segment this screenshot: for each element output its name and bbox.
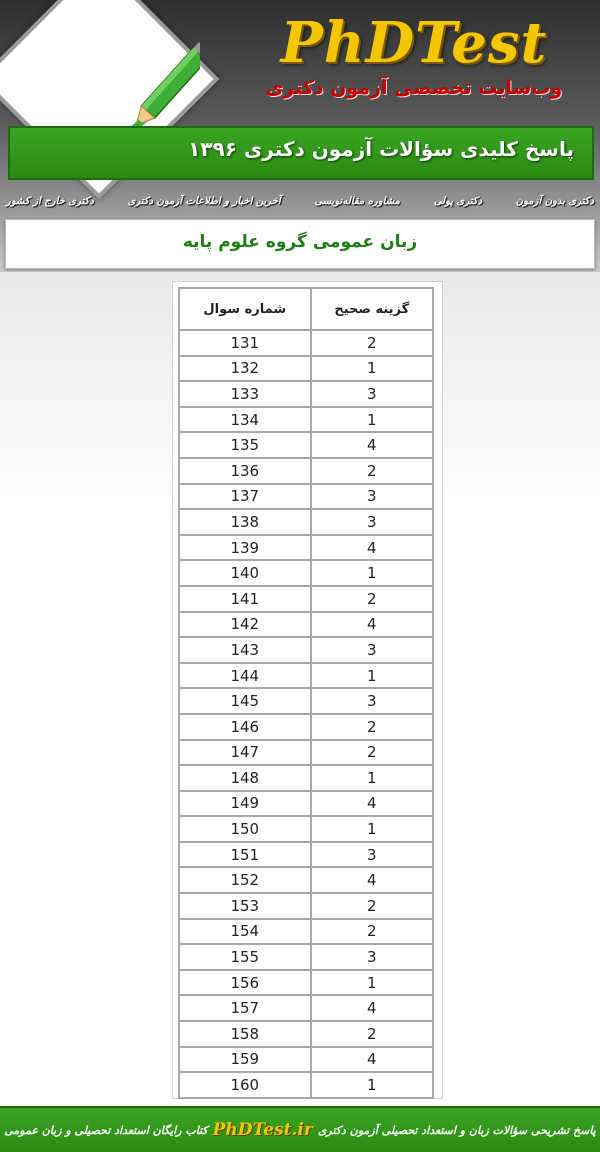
brand-tagline: وب‌سایت تخصصی آزمون دکتری (265, 77, 563, 99)
question-number-cell: 139 (179, 535, 311, 561)
correct-answer-cell: 1 (311, 407, 433, 433)
question-number-cell: 134 (179, 407, 311, 433)
nav-item-phd-abroad[interactable]: دکتری خارج از کشور (6, 195, 94, 207)
answer-key-table (178, 287, 434, 1099)
correct-answer-cell: 4 (311, 867, 433, 893)
correct-answer-cell: 1 (311, 663, 433, 689)
correct-answer-cell: 2 (311, 919, 433, 945)
table-row (179, 791, 433, 817)
question-number-cell: 148 (179, 765, 311, 791)
table-row (179, 816, 433, 842)
footer-banner[interactable] (0, 1106, 600, 1152)
table-row (179, 714, 433, 740)
table-row (179, 381, 433, 407)
footer-brand[interactable]: PhDTest.ir (212, 1120, 313, 1140)
correct-answer-cell: 4 (311, 791, 433, 817)
correct-answer-cell: 4 (311, 535, 433, 561)
subject-title: زبان عمومی گروه علوم پایه (182, 232, 418, 252)
correct-answer-cell: 3 (311, 381, 433, 407)
table-row (179, 765, 433, 791)
table-row (179, 509, 433, 535)
table-row (179, 688, 433, 714)
question-number-cell: 140 (179, 560, 311, 586)
question-number-cell: 160 (179, 1072, 311, 1098)
table-row (179, 637, 433, 663)
nav-bar (0, 188, 600, 214)
table-row (179, 842, 433, 868)
correct-answer-cell: 4 (311, 612, 433, 638)
question-number-cell: 153 (179, 893, 311, 919)
question-number-cell: 133 (179, 381, 311, 407)
correct-answer-cell: 2 (311, 740, 433, 766)
nav-item-latest-news[interactable]: آخرین اخبار و اطلاعات آزمون دکتری (127, 195, 281, 207)
table-row (179, 919, 433, 945)
correct-answer-cell: 2 (311, 714, 433, 740)
table-header-row (179, 288, 433, 330)
correct-answer-cell: 4 (311, 432, 433, 458)
table-row (179, 560, 433, 586)
question-number-cell: 142 (179, 612, 311, 638)
question-number-cell: 150 (179, 816, 311, 842)
correct-answer-cell: 3 (311, 637, 433, 663)
footer-text-end: کتاب رایگان استعداد تحصیلی و زبان عمومی (4, 1123, 208, 1137)
question-number-cell: 158 (179, 1021, 311, 1047)
question-number-cell: 154 (179, 919, 311, 945)
correct-answer-cell: 3 (311, 842, 433, 868)
page-title: پاسخ کلیدی سؤالات آزمون دکتری ۱۳۹۶ (188, 137, 574, 161)
table-row (179, 484, 433, 510)
nav-item-paper-consulting[interactable]: مشاوره مقاله‌نویسی (314, 195, 400, 207)
question-number-cell: 147 (179, 740, 311, 766)
correct-answer-cell: 2 (311, 330, 433, 356)
table-row (179, 612, 433, 638)
table-row (179, 432, 433, 458)
question-number-cell: 145 (179, 688, 311, 714)
correct-answer-cell: 1 (311, 356, 433, 382)
table-row (179, 995, 433, 1021)
nav-item-paid-phd[interactable]: دکتری پولی (433, 195, 483, 207)
correct-answer-cell: 1 (311, 765, 433, 791)
correct-answer-cell: 3 (311, 484, 433, 510)
question-number-cell: 151 (179, 842, 311, 868)
table-row (179, 535, 433, 561)
question-number-cell: 156 (179, 970, 311, 996)
correct-answer-cell: 3 (311, 509, 433, 535)
table-row (179, 356, 433, 382)
answer-key-panel (172, 281, 443, 1099)
question-number-cell: 137 (179, 484, 311, 510)
correct-answer-cell: 2 (311, 586, 433, 612)
question-number-cell: 159 (179, 1047, 311, 1073)
question-number-cell: 152 (179, 867, 311, 893)
table-row (179, 740, 433, 766)
question-number-cell: 155 (179, 944, 311, 970)
table-row (179, 970, 433, 996)
column-header-answer: گزینه صحیح (311, 288, 433, 330)
question-number-cell: 138 (179, 509, 311, 535)
table-row (179, 663, 433, 689)
correct-answer-cell: 1 (311, 816, 433, 842)
question-number-cell: 146 (179, 714, 311, 740)
brand (264, 10, 564, 100)
correct-answer-cell: 1 (311, 1072, 433, 1098)
correct-answer-cell: 2 (311, 458, 433, 484)
table-row (179, 1021, 433, 1047)
correct-answer-cell: 2 (311, 1021, 433, 1047)
table-row (179, 867, 433, 893)
table-row (179, 407, 433, 433)
column-header-question: شماره سوال (179, 288, 311, 330)
question-number-cell: 144 (179, 663, 311, 689)
question-number-cell: 136 (179, 458, 311, 484)
question-number-cell: 143 (179, 637, 311, 663)
page-header (0, 0, 600, 272)
brand-logo[interactable]: PhDTest (280, 10, 548, 76)
table-row (179, 586, 433, 612)
correct-answer-cell: 3 (311, 944, 433, 970)
subject-box (5, 219, 595, 269)
correct-answer-cell: 4 (311, 1047, 433, 1073)
correct-answer-cell: 3 (311, 688, 433, 714)
question-number-cell: 135 (179, 432, 311, 458)
question-number-cell: 157 (179, 995, 311, 1021)
table-row (179, 458, 433, 484)
question-number-cell: 141 (179, 586, 311, 612)
footer-text-start: پاسخ تشریحی سؤالات زبان و استعداد تحصیلی آزمون دکتری (317, 1123, 596, 1137)
correct-answer-cell: 2 (311, 893, 433, 919)
correct-answer-cell: 1 (311, 560, 433, 586)
title-bar (8, 126, 594, 180)
table-row (179, 1072, 433, 1098)
correct-answer-cell: 4 (311, 995, 433, 1021)
correct-answer-cell: 1 (311, 970, 433, 996)
nav-item-phd-without-exam[interactable]: دکتری بدون آزمون (515, 195, 594, 207)
table-row (179, 1047, 433, 1073)
question-number-cell: 149 (179, 791, 311, 817)
table-row (179, 893, 433, 919)
question-number-cell: 131 (179, 330, 311, 356)
table-row (179, 330, 433, 356)
question-number-cell: 132 (179, 356, 311, 382)
table-row (179, 944, 433, 970)
table-body (179, 330, 433, 1098)
